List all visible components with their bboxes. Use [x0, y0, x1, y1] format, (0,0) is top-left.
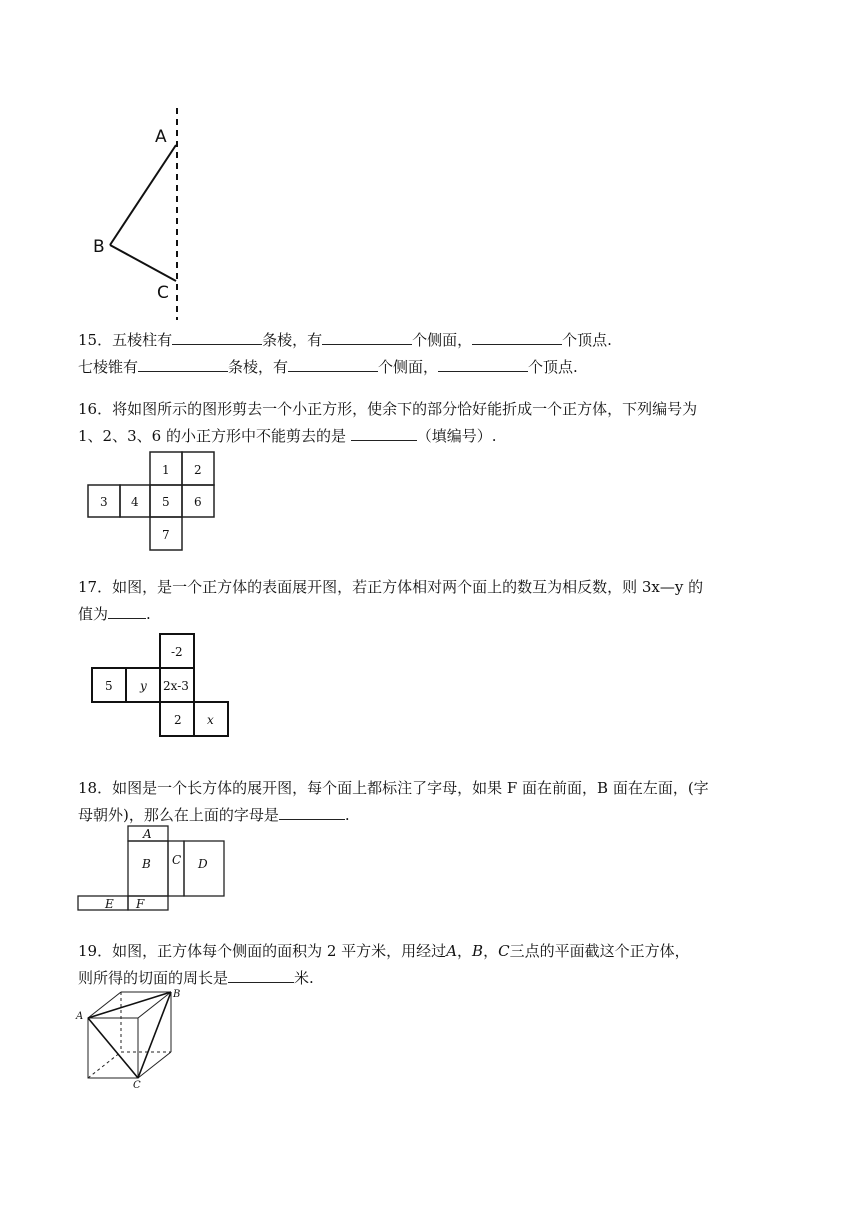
segment-ab — [110, 145, 176, 245]
answer-blank[interactable] — [438, 357, 528, 372]
cube-net-figure-q16 — [86, 450, 218, 552]
question-number: 19． — [78, 942, 113, 960]
q19-text: 三点的平面截这个正方体， — [509, 942, 690, 960]
q15-text: 条棱，有 — [228, 358, 289, 376]
face-e: E — [105, 897, 114, 911]
answer-blank[interactable] — [322, 330, 412, 345]
q15-text: 五棱柱有 — [112, 331, 173, 349]
point-a: A — [446, 942, 458, 960]
q15-line-1 — [78, 327, 788, 354]
net-cell-bottom: 2 — [174, 713, 182, 727]
q18-line-1 — [78, 775, 788, 802]
net-cell-6: 6 — [194, 495, 202, 509]
q15-line-2 — [78, 354, 788, 381]
question-17 — [78, 574, 788, 628]
answer-blank[interactable] — [138, 357, 228, 372]
point-b: B — [472, 942, 484, 960]
q18-text: 母朝外)，那么在上面的字母是 — [78, 806, 279, 824]
net-cell-4: 4 — [131, 495, 139, 509]
q18-text: . — [344, 806, 350, 824]
answer-blank[interactable] — [108, 604, 146, 619]
q17-text: . — [146, 605, 151, 623]
q16-line-1 — [78, 396, 788, 423]
q15-text: 个侧面， — [378, 358, 439, 376]
q18-text: 如图是一个长方体的展开图，每个面上都标注了字母，如果 F 面在前面，B 面在左面，(字 — [112, 779, 709, 797]
q17-line-1 — [78, 574, 788, 601]
q19-text: ， — [483, 942, 499, 960]
net-cell-center: 2x-3 — [163, 679, 189, 693]
answer-blank[interactable] — [351, 426, 417, 441]
cube-label-a: A — [76, 1011, 84, 1022]
question-number: 16． — [78, 400, 113, 418]
answer-blank[interactable] — [228, 968, 294, 983]
point-a-label: A — [155, 127, 167, 147]
q17-text: 如图，是一个正方体的表面展开图，若正方体相对两个面上的数互为相反数，则 3x—y 的 — [112, 578, 704, 596]
q16-line-2 — [78, 423, 788, 450]
point-b-label: B — [93, 237, 105, 257]
q16-text: 1、2、3、6 的小正方形中不能剪去的是 — [78, 427, 346, 445]
net-cell-1: 1 — [162, 463, 170, 477]
net-cell-left-2: y — [140, 679, 147, 693]
net-cell-5: 5 — [162, 495, 170, 509]
cuboid-net-figure-q18 — [76, 824, 228, 914]
q15-text: 个顶点. — [528, 358, 578, 376]
question-number: 17． — [78, 578, 113, 596]
cube-section-figure-q19 — [74, 985, 194, 1090]
question-number: 15． — [78, 331, 113, 349]
q16-text: 将如图所示的图形剪去一个小正方形，使余下的部分恰好能折成一个正方体，下列编号为 — [112, 400, 698, 418]
q15-text: 条棱，有 — [262, 331, 323, 349]
point-c: C — [498, 942, 510, 960]
face-c: C — [172, 853, 182, 867]
net-cell-3: 3 — [100, 495, 108, 509]
answer-blank[interactable] — [288, 357, 378, 372]
q19-text: 米. — [294, 969, 314, 987]
question-number: 18． — [78, 779, 113, 797]
answer-blank[interactable] — [172, 330, 262, 345]
answer-blank[interactable] — [472, 330, 562, 345]
net-cell-2: 2 — [194, 463, 202, 477]
q15-text: 个顶点. — [562, 331, 612, 349]
question-16 — [78, 396, 788, 450]
q19-text: 如图，正方体每个侧面的面积为 2 平方米，用经过 — [112, 942, 447, 960]
triangle-rotation-figure — [80, 100, 210, 325]
q19-line-1 — [78, 938, 788, 965]
face-f: F — [136, 897, 145, 911]
cube-net-figure-q17 — [90, 632, 232, 740]
net-cell-left-1: 5 — [105, 679, 113, 693]
segment-bc — [110, 245, 176, 281]
question-19 — [78, 938, 788, 992]
q16-text: （填编号）. — [416, 427, 497, 445]
net-cell-bottom-right: x — [207, 713, 214, 727]
q19-text: ， — [457, 942, 473, 960]
point-c-label: C — [157, 283, 169, 303]
cube-label-b: B — [173, 989, 181, 1000]
cube-label-c: C — [133, 1080, 141, 1090]
question-18 — [78, 775, 788, 829]
net-cell-7: 7 — [162, 528, 170, 542]
q15-text: 七棱锥有 — [78, 358, 139, 376]
q17-text: 值为 — [78, 605, 109, 623]
face-b: B — [142, 857, 151, 871]
face-a: A — [143, 827, 152, 841]
answer-blank[interactable] — [279, 805, 345, 820]
q17-line-2 — [78, 601, 788, 628]
question-15 — [78, 327, 788, 381]
face-d: D — [198, 857, 208, 871]
net-cell-top: -2 — [171, 645, 183, 659]
q19-text: 则所得的切面的周长是 — [78, 969, 229, 987]
q15-text: 个侧面， — [412, 331, 473, 349]
